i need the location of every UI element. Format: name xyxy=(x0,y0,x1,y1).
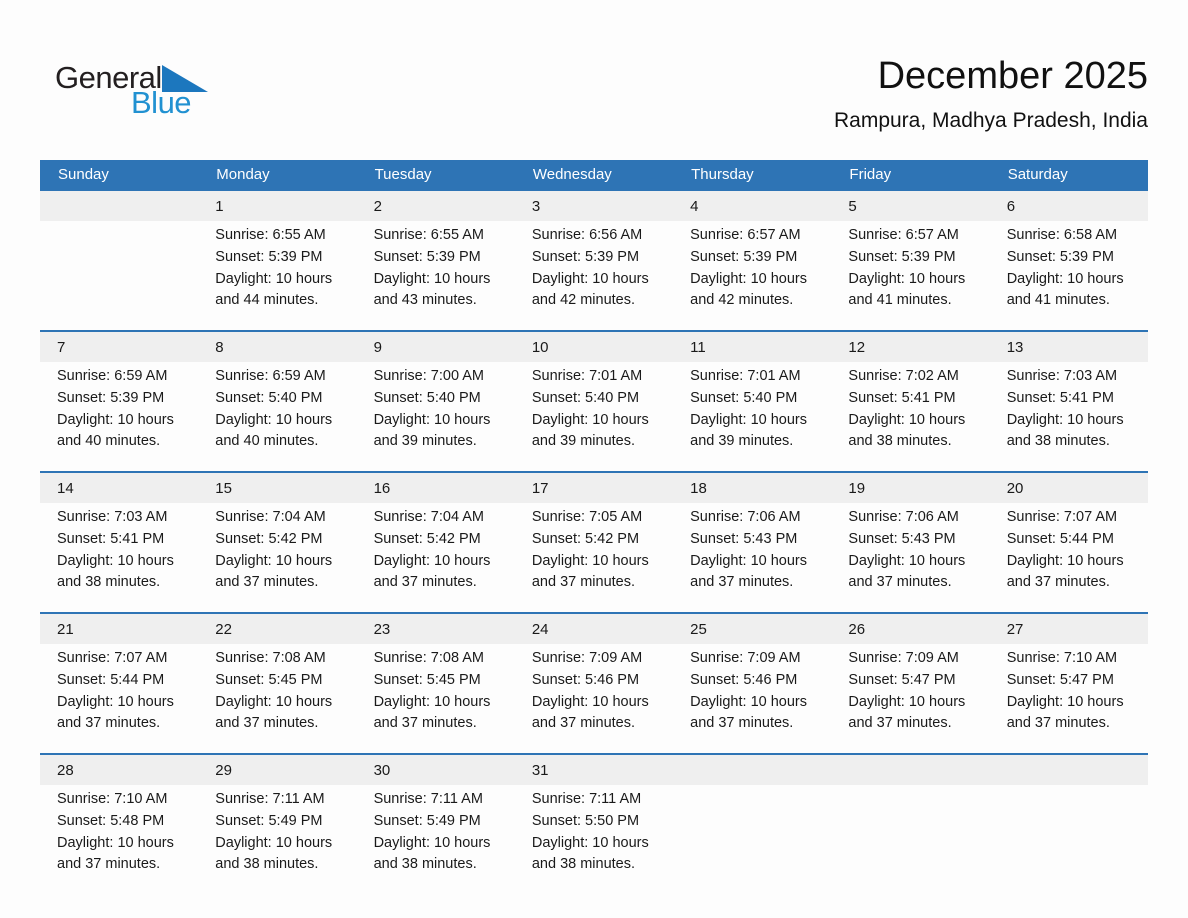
day-number: 17 xyxy=(515,473,673,503)
day-number: 14 xyxy=(40,473,198,503)
sunset-text: Sunset: 5:42 PM xyxy=(215,530,323,547)
day-cell-16 xyxy=(357,473,515,612)
sunset-text: Sunset: 5:45 PM xyxy=(215,671,323,688)
sunset-text: Sunset: 5:41 PM xyxy=(1006,389,1114,406)
sunrise-text: Sunrise: 6:56 AM xyxy=(531,227,643,243)
day-cell-empty xyxy=(831,755,989,894)
sunrise-text: Sunrise: 7:03 AM xyxy=(1006,368,1118,384)
day-cell-11 xyxy=(673,332,831,471)
daylight-text: Daylight: 10 hours and 37 minutes. xyxy=(848,552,966,591)
sunrise-text: Sunrise: 7:11 AM xyxy=(373,791,483,807)
day-details xyxy=(831,362,989,471)
sunrise-text: Sunrise: 7:11 AM xyxy=(531,791,642,807)
day-details xyxy=(990,785,1148,891)
day-details xyxy=(515,644,673,753)
header-titles xyxy=(834,55,1148,133)
sunset-text: Sunset: 5:40 PM xyxy=(690,389,798,406)
daylight-text: Daylight: 10 hours and 37 minutes. xyxy=(215,693,333,732)
daylight-text: Daylight: 10 hours and 41 minutes. xyxy=(848,270,966,309)
daylight-text: Daylight: 10 hours and 38 minutes. xyxy=(215,834,333,873)
day-cell-10 xyxy=(515,332,673,471)
day-details xyxy=(990,221,1148,330)
day-number xyxy=(990,755,1148,785)
daylight-text: Daylight: 10 hours and 38 minutes. xyxy=(531,834,649,873)
day-details xyxy=(40,503,198,612)
daylight-text: Daylight: 10 hours and 37 minutes. xyxy=(690,552,808,591)
day-cell-3 xyxy=(515,191,673,330)
day-cell-2 xyxy=(357,191,515,330)
week-row-4 xyxy=(40,612,1148,753)
day-cell-13 xyxy=(990,332,1148,471)
day-number: 4 xyxy=(673,191,831,221)
week-row-1 xyxy=(40,189,1148,330)
sunset-text: Sunset: 5:40 PM xyxy=(215,389,323,406)
sunset-text: Sunset: 5:41 PM xyxy=(848,389,956,406)
daylight-text: Daylight: 10 hours and 38 minutes. xyxy=(848,411,966,450)
sunset-text: Sunset: 5:44 PM xyxy=(1006,530,1114,547)
day-details xyxy=(990,644,1148,753)
day-number: 11 xyxy=(673,332,831,362)
daylight-text: Daylight: 10 hours and 37 minutes. xyxy=(1006,693,1124,732)
day-number: 19 xyxy=(831,473,989,503)
day-number: 1 xyxy=(198,191,356,221)
sunrise-text: Sunrise: 6:55 AM xyxy=(215,227,326,243)
day-number: 5 xyxy=(831,191,989,221)
day-details xyxy=(198,644,356,753)
day-cell-20 xyxy=(990,473,1148,612)
day-number: 10 xyxy=(515,332,673,362)
weekday-label-wednesday: Wednesday xyxy=(532,166,612,183)
daylight-text: Daylight: 10 hours and 41 minutes. xyxy=(1006,270,1124,309)
day-number: 8 xyxy=(198,332,356,362)
day-details xyxy=(515,221,673,330)
daylight-text: Daylight: 10 hours and 39 minutes. xyxy=(690,411,808,450)
day-number: 24 xyxy=(515,614,673,644)
sunset-text: Sunset: 5:44 PM xyxy=(57,671,165,688)
day-cell-27 xyxy=(990,614,1148,753)
sunrise-text: Sunrise: 6:59 AM xyxy=(57,368,168,384)
day-number xyxy=(673,755,831,785)
sunrise-text: Sunrise: 6:55 AM xyxy=(373,227,484,243)
day-cell-17 xyxy=(515,473,673,612)
sunrise-text: Sunrise: 7:08 AM xyxy=(373,650,484,666)
sunrise-text: Sunrise: 7:09 AM xyxy=(848,650,959,666)
day-details xyxy=(198,362,356,471)
day-cell-5 xyxy=(831,191,989,330)
day-number: 9 xyxy=(357,332,515,362)
day-details xyxy=(357,503,515,612)
day-details xyxy=(990,362,1148,471)
day-cell-23 xyxy=(357,614,515,753)
day-number: 22 xyxy=(198,614,356,644)
daylight-text: Daylight: 10 hours and 39 minutes. xyxy=(531,411,649,450)
daylight-text: Daylight: 10 hours and 43 minutes. xyxy=(373,270,491,309)
sunset-text: Sunset: 5:50 PM xyxy=(531,812,640,829)
sunrise-text: Sunrise: 7:01 AM xyxy=(531,368,643,384)
day-details xyxy=(515,362,673,471)
sunrise-text: Sunrise: 6:57 AM xyxy=(848,227,959,243)
day-details xyxy=(357,221,515,330)
day-cell-18 xyxy=(673,473,831,612)
week-row-3 xyxy=(40,471,1148,612)
sunrise-text: Sunrise: 7:05 AM xyxy=(531,509,643,525)
daylight-text: Daylight: 10 hours and 37 minutes. xyxy=(531,693,649,732)
daylight-text: Daylight: 10 hours and 40 minutes. xyxy=(57,411,174,450)
day-number: 25 xyxy=(673,614,831,644)
daylight-text: Daylight: 10 hours and 37 minutes. xyxy=(848,693,966,732)
sunset-text: Sunset: 5:39 PM xyxy=(1006,248,1114,265)
page-title: December 2025 xyxy=(877,55,1148,97)
day-details xyxy=(198,503,356,612)
week-row-2 xyxy=(40,330,1148,471)
day-details xyxy=(40,785,198,894)
day-number xyxy=(831,755,989,785)
day-details xyxy=(198,221,356,330)
day-cell-1 xyxy=(198,191,356,330)
sunrise-text: Sunrise: 7:03 AM xyxy=(57,509,168,525)
sunrise-text: Sunrise: 6:57 AM xyxy=(690,227,801,243)
daylight-text: Daylight: 10 hours and 37 minutes. xyxy=(373,693,491,732)
day-number: 30 xyxy=(357,755,515,785)
day-details xyxy=(673,644,831,753)
day-details xyxy=(831,644,989,753)
day-details xyxy=(673,503,831,612)
sunset-text: Sunset: 5:40 PM xyxy=(373,389,481,406)
weekday-label-saturday: Saturday xyxy=(1007,166,1068,183)
day-details xyxy=(357,785,515,894)
calendar-table xyxy=(40,160,1148,894)
day-number: 13 xyxy=(990,332,1148,362)
day-number: 27 xyxy=(990,614,1148,644)
sunrise-text: Sunrise: 7:02 AM xyxy=(848,368,959,384)
day-number: 21 xyxy=(40,614,198,644)
day-cell-25 xyxy=(673,614,831,753)
daylight-text: Daylight: 10 hours and 44 minutes. xyxy=(215,270,333,309)
sunset-text: Sunset: 5:49 PM xyxy=(215,812,323,829)
day-number: 18 xyxy=(673,473,831,503)
day-number: 7 xyxy=(40,332,198,362)
day-cell-6 xyxy=(990,191,1148,330)
logo-text-blue: Blue xyxy=(131,85,192,120)
day-details xyxy=(40,362,198,471)
sunrise-text: Sunrise: 6:58 AM xyxy=(1006,227,1118,243)
sunset-text: Sunset: 5:49 PM xyxy=(373,812,481,829)
sunrise-text: Sunrise: 7:10 AM xyxy=(1006,650,1118,666)
daylight-text: Daylight: 10 hours and 37 minutes. xyxy=(1006,552,1124,591)
day-details xyxy=(40,221,198,327)
sunset-text: Sunset: 5:45 PM xyxy=(373,671,481,688)
day-cell-31 xyxy=(515,755,673,894)
day-details xyxy=(357,362,515,471)
sunset-text: Sunset: 5:39 PM xyxy=(373,248,481,265)
daylight-text: Daylight: 10 hours and 38 minutes. xyxy=(1006,411,1124,450)
day-cell-empty xyxy=(40,191,198,330)
daylight-text: Daylight: 10 hours and 38 minutes. xyxy=(373,834,491,873)
sunset-text: Sunset: 5:40 PM xyxy=(531,389,640,406)
day-cell-7 xyxy=(40,332,198,471)
sunrise-text: Sunrise: 7:06 AM xyxy=(848,509,959,525)
day-cell-12 xyxy=(831,332,989,471)
daylight-text: Daylight: 10 hours and 42 minutes. xyxy=(531,270,649,309)
logo-text-general: General xyxy=(55,60,162,95)
weeks-container xyxy=(40,189,1148,894)
sunrise-text: Sunrise: 7:09 AM xyxy=(690,650,801,666)
daylight-text: Daylight: 10 hours and 37 minutes. xyxy=(690,693,808,732)
day-number: 23 xyxy=(357,614,515,644)
sunrise-text: Sunrise: 7:04 AM xyxy=(373,509,484,525)
day-cell-26 xyxy=(831,614,989,753)
sunset-text: Sunset: 5:39 PM xyxy=(531,248,640,265)
sunrise-text: Sunrise: 7:01 AM xyxy=(690,368,801,384)
sunset-text: Sunset: 5:39 PM xyxy=(215,248,323,265)
weekday-label-tuesday: Tuesday xyxy=(374,166,432,183)
day-cell-empty xyxy=(990,755,1148,894)
daylight-text: Daylight: 10 hours and 39 minutes. xyxy=(373,411,491,450)
day-details xyxy=(198,785,356,894)
sunset-text: Sunset: 5:48 PM xyxy=(57,812,165,829)
sunset-text: Sunset: 5:41 PM xyxy=(57,530,165,547)
week-row-5 xyxy=(40,753,1148,894)
day-cell-empty xyxy=(673,755,831,894)
sunrise-text: Sunrise: 7:10 AM xyxy=(57,791,168,807)
day-number: 28 xyxy=(40,755,198,785)
day-details xyxy=(357,644,515,753)
sunset-text: Sunset: 5:46 PM xyxy=(531,671,640,688)
weekday-label-thursday: Thursday xyxy=(691,166,754,183)
sunset-text: Sunset: 5:47 PM xyxy=(1006,671,1114,688)
location-subtitle: Rampura, Madhya Pradesh, India xyxy=(833,108,1148,132)
day-number: 3 xyxy=(515,191,673,221)
sunrise-text: Sunrise: 7:06 AM xyxy=(690,509,801,525)
sunset-text: Sunset: 5:43 PM xyxy=(848,530,956,547)
sunrise-text: Sunrise: 6:59 AM xyxy=(215,368,326,384)
day-cell-21 xyxy=(40,614,198,753)
sunset-text: Sunset: 5:42 PM xyxy=(373,530,481,547)
day-cell-29 xyxy=(198,755,356,894)
day-details xyxy=(831,221,989,330)
day-cell-8 xyxy=(198,332,356,471)
day-details xyxy=(673,362,831,471)
day-details xyxy=(831,785,989,891)
day-number: 12 xyxy=(831,332,989,362)
daylight-text: Daylight: 10 hours and 37 minutes. xyxy=(531,552,649,591)
day-number xyxy=(40,191,198,221)
day-number: 16 xyxy=(357,473,515,503)
day-details xyxy=(673,221,831,330)
day-details xyxy=(515,503,673,612)
daylight-text: Daylight: 10 hours and 38 minutes. xyxy=(57,552,174,591)
day-cell-14 xyxy=(40,473,198,612)
weekday-label-monday: Monday xyxy=(216,166,270,183)
daylight-text: Daylight: 10 hours and 37 minutes. xyxy=(373,552,491,591)
sunset-text: Sunset: 5:42 PM xyxy=(531,530,640,547)
sunset-text: Sunset: 5:39 PM xyxy=(848,248,956,265)
day-details xyxy=(990,503,1148,612)
sunset-text: Sunset: 5:47 PM xyxy=(848,671,956,688)
sunset-text: Sunset: 5:39 PM xyxy=(690,248,798,265)
sunrise-text: Sunrise: 7:04 AM xyxy=(215,509,326,525)
daylight-text: Daylight: 10 hours and 37 minutes. xyxy=(215,552,333,591)
day-number: 20 xyxy=(990,473,1148,503)
day-cell-24 xyxy=(515,614,673,753)
sunrise-text: Sunrise: 7:07 AM xyxy=(1006,509,1118,525)
day-number: 31 xyxy=(515,755,673,785)
day-number: 29 xyxy=(198,755,356,785)
sunset-text: Sunset: 5:46 PM xyxy=(690,671,798,688)
sunset-text: Sunset: 5:43 PM xyxy=(690,530,798,547)
day-cell-30 xyxy=(357,755,515,894)
weekday-label-sunday: Sunday xyxy=(58,166,109,183)
general-blue-logo xyxy=(55,62,208,118)
daylight-text: Daylight: 10 hours and 42 minutes. xyxy=(690,270,808,309)
daylight-text: Daylight: 10 hours and 37 minutes. xyxy=(57,693,174,732)
daylight-text: Daylight: 10 hours and 40 minutes. xyxy=(215,411,333,450)
day-details xyxy=(40,644,198,753)
sunrise-text: Sunrise: 7:09 AM xyxy=(531,650,643,666)
day-number: 6 xyxy=(990,191,1148,221)
day-details xyxy=(831,503,989,612)
day-details xyxy=(515,785,673,894)
sunset-text: Sunset: 5:39 PM xyxy=(57,389,165,406)
weekday-header-row xyxy=(40,160,1148,189)
day-cell-22 xyxy=(198,614,356,753)
sunrise-text: Sunrise: 7:08 AM xyxy=(215,650,326,666)
day-cell-15 xyxy=(198,473,356,612)
sunrise-text: Sunrise: 7:00 AM xyxy=(373,368,484,384)
day-cell-28 xyxy=(40,755,198,894)
weekday-label-friday: Friday xyxy=(849,166,892,183)
sunrise-text: Sunrise: 7:07 AM xyxy=(57,650,168,666)
day-cell-4 xyxy=(673,191,831,330)
day-cell-19 xyxy=(831,473,989,612)
day-number: 2 xyxy=(357,191,515,221)
day-details xyxy=(673,785,831,891)
day-cell-9 xyxy=(357,332,515,471)
day-number: 26 xyxy=(831,614,989,644)
sunrise-text: Sunrise: 7:11 AM xyxy=(215,791,325,807)
day-number: 15 xyxy=(198,473,356,503)
daylight-text: Daylight: 10 hours and 37 minutes. xyxy=(57,834,174,873)
